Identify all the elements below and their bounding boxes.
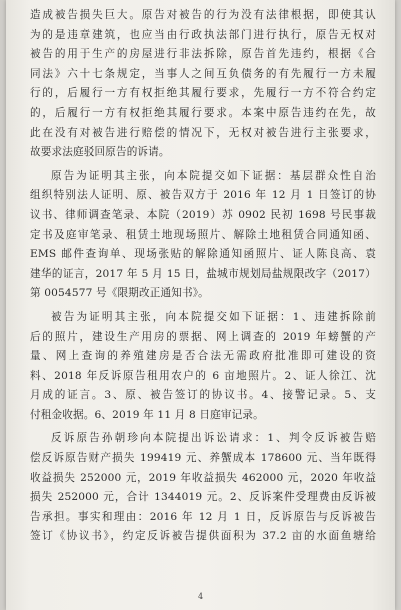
text-line: 签订《协议书》，约定反诉被告提供面积为 37.2 亩的水面鱼塘给 bbox=[30, 530, 376, 543]
text-line: 的，后履行一方有权拒绝其履行要求。本案中原告违约在先，故 bbox=[30, 106, 376, 119]
text-line: 议书、律师调查笔录、本院（2019）苏 0902 民初 1698 号民事裁 bbox=[30, 208, 376, 221]
text-line: 组织特别法人证明、原、被告双方于 2016 年 12 月 1 日签订的协 bbox=[30, 189, 376, 202]
text-line: 原告为证明其主张，向本院提交如下证据：基层群众性自治 bbox=[51, 169, 376, 182]
paragraph-plaintiff-evidence bbox=[30, 167, 376, 304]
text-line: 建华的证言，2017 年 5 月 15 日，盐城市规划局盐规限改字（2017） bbox=[30, 267, 376, 280]
text-line: 为的是违章建筑，也应当由行政执法部门进行执行，原告无权对 bbox=[30, 28, 376, 41]
text-line: 此在没有对被告进行赔偿的情况下，无权对被告进行主张要求， bbox=[30, 126, 376, 139]
text-line: 行的，后履行一方有权拒绝其履行要求，先履行一方不符合约定 bbox=[30, 87, 376, 100]
text-line: 后的照片，建设生产用房的票据、网上调查的 2019 年螃蟹的产 bbox=[30, 330, 376, 343]
text-line: 告承担。事实和理由：2016 年 12 月 1 日，反诉原告与反诉被告 bbox=[30, 510, 376, 523]
text-line: 量、网上查询的养殖建房是否合法无需政府批准即可建设的资 bbox=[30, 350, 376, 363]
document-body bbox=[30, 6, 376, 547]
text-line: 同法》六十七条规定，当事人之间互负债务的有先履行一方未履 bbox=[30, 67, 376, 80]
text-line: 偿反诉原告财产损失 199419 元、养蟹成本 178600 元、当年既得 bbox=[30, 452, 376, 465]
text-line: 收益损失 252000 元，2019 年收益损失 462000 元，2020 年收益 bbox=[30, 471, 376, 484]
text-line: 故要求法庭驳回原告的诉请。 bbox=[30, 146, 170, 159]
paragraph-counterclaim bbox=[30, 429, 376, 547]
text-line: 月成的证言。3、原、被告签订的协议书。4、接警记录。5、支 bbox=[30, 389, 376, 402]
text-line: EMS 邮件查询单、现场张贴的解除通知函照片、证人陈良高、袁 bbox=[30, 248, 376, 261]
text-line: 反诉原告孙朝珍向本院提出诉讼请求：1、判令反诉被告赔 bbox=[51, 432, 376, 445]
text-line: 被告的用于生产的房屋进行非法拆除，原告首先违约，根据《合 bbox=[30, 48, 376, 61]
text-line: 损失 252000 元，合计 1344019 元。2、反诉案件受理费由反诉被 bbox=[30, 491, 376, 504]
paragraph-defense-continued bbox=[30, 6, 376, 163]
paragraph-defendant-evidence bbox=[30, 308, 376, 426]
text-line: 付租金收据。6、2019 年 11 月 8 日庭审记录。 bbox=[30, 408, 264, 421]
text-line: 料、2018 年反诉原告租用农户的 6 亩地照片。2、证人徐江、沈 bbox=[30, 369, 376, 382]
text-line: 被告为证明其主张，向本院提交如下证据：1、违建拆除前 bbox=[51, 310, 376, 323]
text-line: 第 0054577 号《限期改正通知书》。 bbox=[30, 287, 209, 300]
text-line: 定书及庭审笔录、租赁土地现场照片、解除土地租赁合同通知函、 bbox=[30, 228, 376, 241]
page-number: 4 bbox=[197, 592, 204, 601]
document-page bbox=[6, 0, 395, 610]
text-line: 造成被告损失巨大。原告对被告的行为没有法律根据，即使其认 bbox=[30, 9, 376, 21]
